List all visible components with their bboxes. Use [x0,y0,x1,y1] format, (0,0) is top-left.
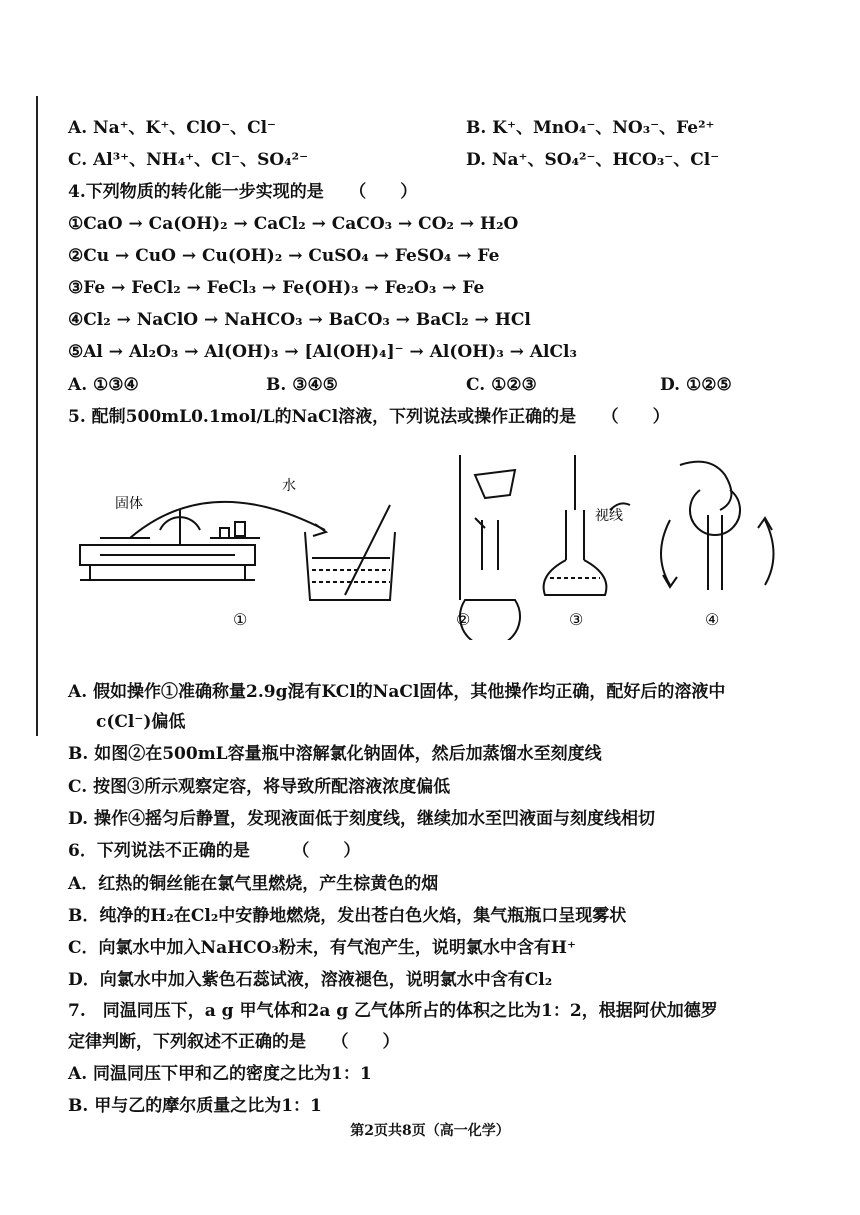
binding-margin-line [36,96,38,736]
balance-icon [80,510,260,580]
label-water: 水 [282,477,296,493]
q7-option-a: A. 同温同压下甲和乙的密度之比为1：1 [68,1064,372,1084]
label-sight: 视线 [595,507,623,523]
q7-stem-line2: 定律判断，下列叙述不正确的是 （ ） [68,1032,400,1052]
q5-option-a-line2: c(Cl⁻)偏低 [96,712,186,732]
shake-flask-icon [661,462,774,590]
q5-option-a-line1: A. 假如操作①准确称量2.9g混有KCl的NaCl固体，其他操作均正确，配好后的溶液中 [68,682,726,702]
q5-option-c: C. 按图③所示观察定容，将导致所配溶液浓度偏低 [68,777,451,797]
dropper-flask-icon [544,455,630,595]
q3-option-a: A. Na⁺、K⁺、ClO⁻、Cl⁻ [68,118,277,138]
q3-option-b: B. K⁺、MnO₄⁻、NO₃⁻、Fe²⁺ [466,118,715,138]
q6-option-a: A．红热的铜丝能在氯气里燃烧，产生棕黄色的烟 [68,874,439,894]
q5-stem: 5. 配制500mL0.1mol/L的NaCl溶液，下列说法或操作正确的是 （ ） [68,407,670,427]
q6-option-b: B．纯净的H₂在Cl₂中安静地燃烧，发出苍白色火焰，集气瓶瓶口呈现雾状 [68,906,627,926]
q4-option-a: A. ①③④ [68,375,139,395]
q4-item-4: ④Cl₂ → NaClO → NaHCO₃ → BaCO₃ → BaCl₂ → HCl [68,310,531,330]
water-arrow [130,502,325,538]
label-solid: 固体 [115,495,143,511]
q4-stem: 4.下列物质的转化能一步实现的是 （ ） [68,182,418,202]
q4-option-d: D. ①②⑤ [660,375,732,395]
q4-option-b: B. ③④⑤ [266,375,338,395]
q4-item-3: ③Fe → FeCl₂ → FeCl₃ → Fe(OH)₃ → Fe₂O₃ → Fe [68,278,485,298]
q4-option-c: C. ①②③ [466,375,537,395]
q6-option-d: D．向氯水中加入紫色石蕊试液，溶液褪色，说明氯水中含有Cl₂ [68,970,553,990]
q7-option-b: B. 甲与乙的摩尔质量之比为1：1 [68,1096,322,1116]
q4-item-1: ①CaO → Ca(OH)₂ → CaCl₂ → CaCO₃ → CO₂ → H₂O [68,214,519,234]
q4-item-5: ⑤Al → Al₂O₃ → Al(OH)₃ → [Al(OH)₄]⁻ → Al(OH)₃ → AlCl₃ [68,342,577,362]
q6-option-c: C．向氯水中加入NaHCO₃粉末，有气泡产生，说明氯水中含有H⁺ [68,938,576,958]
figure-number-4: ④ [705,610,720,629]
lab-operations-diagram [60,450,820,640]
q5-option-b: B. 如图②在500mL容量瓶中溶解氯化钠固体，然后加蒸馏水至刻度线 [68,744,602,764]
q6-stem: 6．下列说法不正确的是 （ ） [68,841,361,861]
page-footer: 第2页共8页（高一化学） [350,1123,510,1139]
figure-number-1: ① [233,610,248,629]
q5-option-d: D. 操作④摇匀后静置，发现液面低于刻度线，继续加水至凹液面与刻度线相切 [68,809,655,829]
q5-figure [60,450,820,640]
figure-number-2: ② [456,610,471,629]
q7-stem-line1: 7. 同温同压下，a g 甲气体和2a g 乙气体所占的体积之比为1：2，根据阿伏加德罗 [68,1001,718,1021]
q4-item-2: ②Cu → CuO → Cu(OH)₂ → CuSO₄ → FeSO₄ → Fe [68,246,500,266]
beaker-icon [305,505,395,600]
figure-number-3: ③ [569,610,584,629]
q3-option-c: C. Al³⁺、NH₄⁺、Cl⁻、SO₄²⁻ [68,150,309,170]
q3-option-d: D. Na⁺、SO₄²⁻、HCO₃⁻、Cl⁻ [466,150,720,170]
